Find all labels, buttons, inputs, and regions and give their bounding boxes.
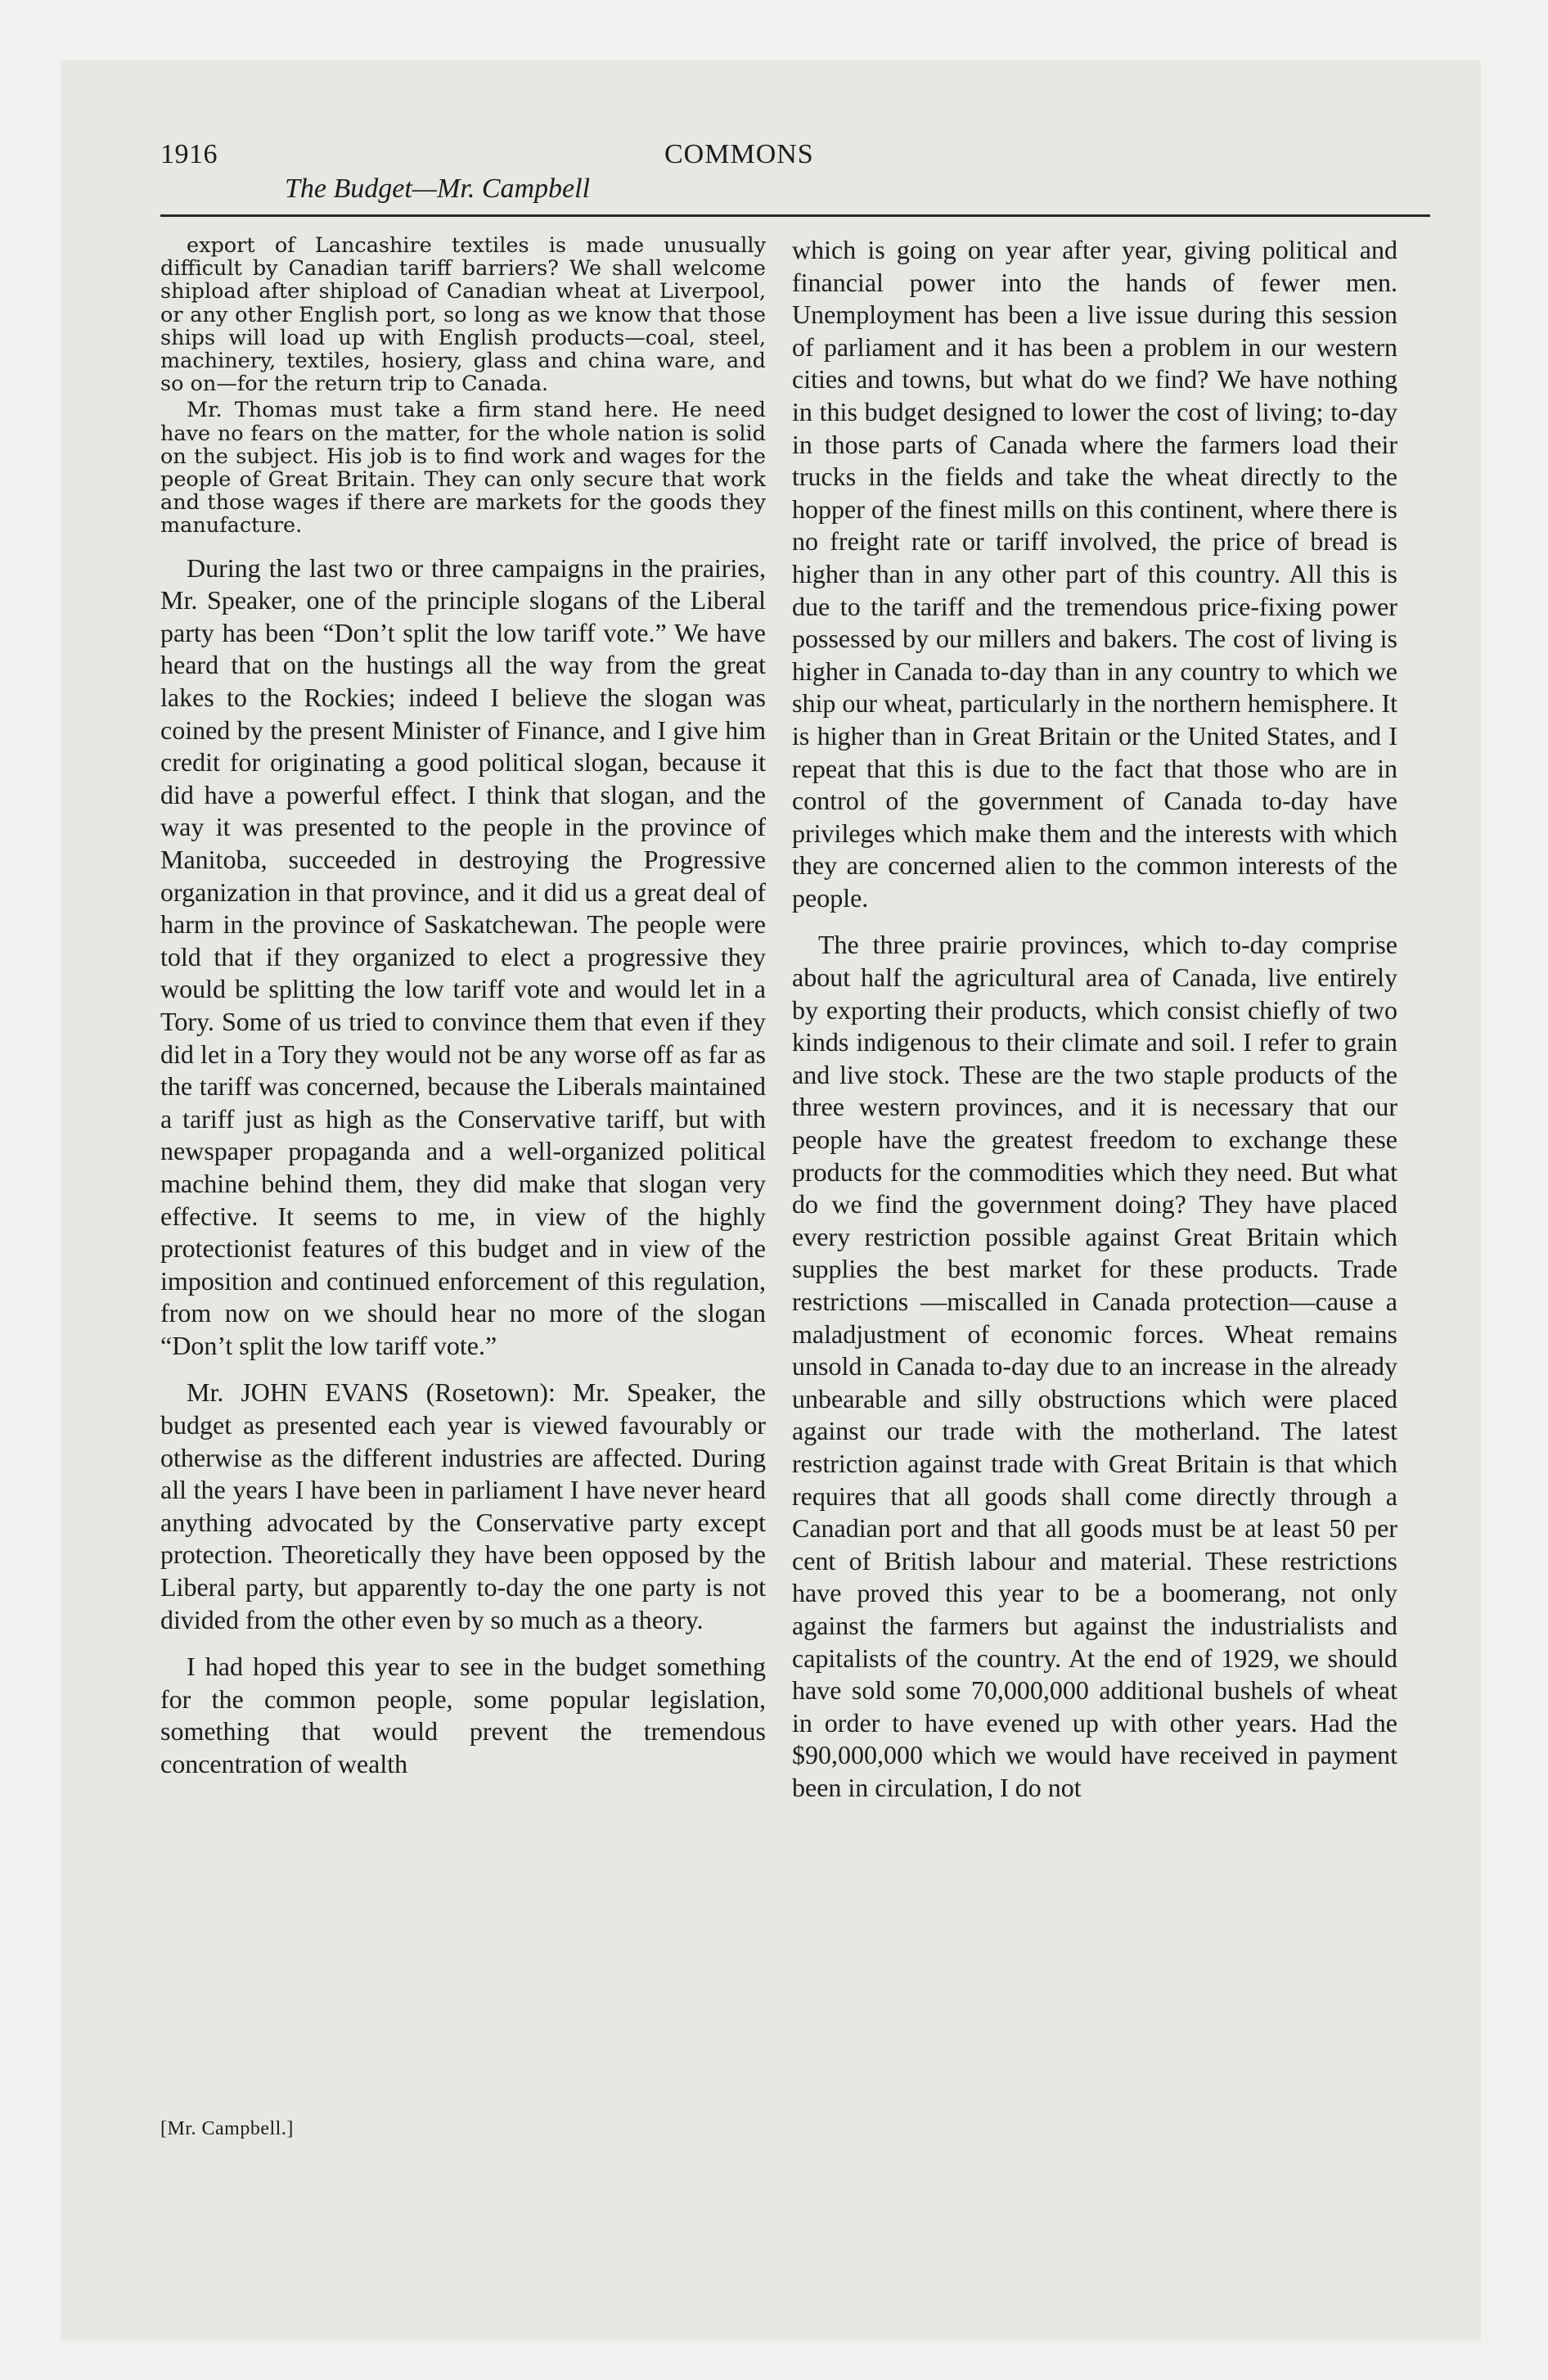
- quote-paragraph: export of Lancashire textiles is made unusually difficult by Canadian tariff barriers? We shall welcome shipload after shipload of Canadian wheat at Liverpool, or any other English port, so long as we know that those ships will load up with English products—coal, steel, machinery, textiles, hosiery, glass and china ware, and so on—for the return trip to Canada.: [160, 233, 766, 397]
- quote-paragraph: Mr. Thomas must take a firm stand here. He need have no fears on the matter, for the whole nation is solid on the subject. His job is to find work and wages for the people of Great Britain. They can only secure that work and those wages if there are markets for the goods they manufacture.: [160, 398, 766, 539]
- paragraph: The three prairie provinces, which to-day comprise about half the agricultural area of Canada, live entirely by exporting their products, which consist chiefly of two kinds indigenous to their climate and soil. I refer to grain and live stock. These are the two staple products of the three western provinces, and it is necessary that our people have the greatest freedom to exchange these products for the commodities which they need. But what do we find the government doing? They have placed every restriction possible against Great Britain which supplies the best market for these products. Trade restrictions —miscalled in Canada protection—cause a maladjustment of economic forces. Wheat remains unsold in Canada to-day due to an increase in the already unbearable and silly obstructions which were placed against our trade with the motherland. The latest restriction against trade with Great Britain is that which requires that all goods shall come directly through a Canadian port and that all goods must be at least 50 per cent of British labour and material. These restrictions have proved this year to be a boomerang, not only against the farmers but against the industrialists and capitalists of the country. At the end of 1929, we should have sold some 70,000,000 additional bushels of wheat in order to have evened up with other years. Had the $90,000,000 which we would have received in payment been in circulation, I do not: [792, 930, 1397, 1802]
- header-rule: [160, 214, 1430, 217]
- right-body: [792, 234, 1397, 1805]
- running-title: The Budget—Mr. Campbell: [285, 174, 591, 204]
- quoted-extract: [160, 234, 766, 538]
- page-number: 1916: [160, 139, 218, 169]
- left-column: [160, 234, 766, 1781]
- paragraph: Mr. JOHN EVANS (Rosetown): Mr. Speaker, the budget as presented each year is viewed favourably or otherwise as the different industries are affected. During all the years I have been in parliament I have never heard anything advocated by the Conservative party except protection. Theoretically they have been opposed by the Liberal party, but apparently to-day the one party is not divided from the other even by so much as a theory.: [160, 1377, 766, 1634]
- right-column: [792, 234, 1397, 1805]
- paragraph: During the last two or three campaigns in the prairies, Mr. Speaker, one of the principle slogans of the Liberal party has been “Don’t split the low tariff vote.” We have heard that on the hustings all the way from the great lakes to the Rockies; indeed I believe the slogan was coined by the present Minister of Finance, and I give him credit for originating a good political slogan, because it did have a powerful effect. I think that slogan, and the way it was presented to the people in the province of Manitoba, succeeded in destroying the Progressive organization in that province, and it did us a great deal of harm in the province of Saskatchewan. The people were told that if they organized to elect a progressive they would be splitting the low tariff vote and would let in a Tory. Some of us tried to convince them that even if they did let in a Tory they would not be any worse off as far as the tariff was concerned, because the Liberals maintained a tariff just as high as the Conservative tariff, but with newspaper propaganda and a well-organized political machine behind them, they did make that slogan very effective. It seems to me, in view of the highly protectionist features of this budget and in view of the imposition and continued enforcement of this regulation, from now on we should hear no more of the slogan “Don’t split the low tariff vote.”: [160, 552, 766, 1360]
- house-title: COMMONS: [664, 139, 814, 169]
- left-body: [160, 552, 766, 1781]
- paragraph-continued: which is going on year after year, giving political and financial power into the hands of fewer men. Unemployment has been a live issue during this session of parliament and it has been a problem in our western cities and towns, but what do we find? We have nothing in this budget designed to lower the cost of living; to-day in those parts of Canada where the farmers load their trucks in the fields and take the wheat directly to the hopper of the finest mills on this continent, where there is no freight rate or tariff involved, the price of bread is higher than in any other part of this country. All this is due to the tariff and the tremendous price-fixing power possessed by our millers and bakers. The cost of living is higher in Canada to-day than in any country to which we ship our wheat, particularly in the northern hemisphere. It is higher than in Great Britain or the United States, and I repeat that this is due to the fact that those who are in control of the government of Canada to-day have privileges which make them and the interests with which they are concerned alien to the common interests of the people.: [792, 235, 1397, 913]
- speaker-note: [Mr. Campbell.]: [160, 2118, 294, 2139]
- paragraph: I had hoped this year to see in the budget something for the common people, some popular legislation, something that would prevent the tremendous concentration of wealth: [160, 1652, 766, 1779]
